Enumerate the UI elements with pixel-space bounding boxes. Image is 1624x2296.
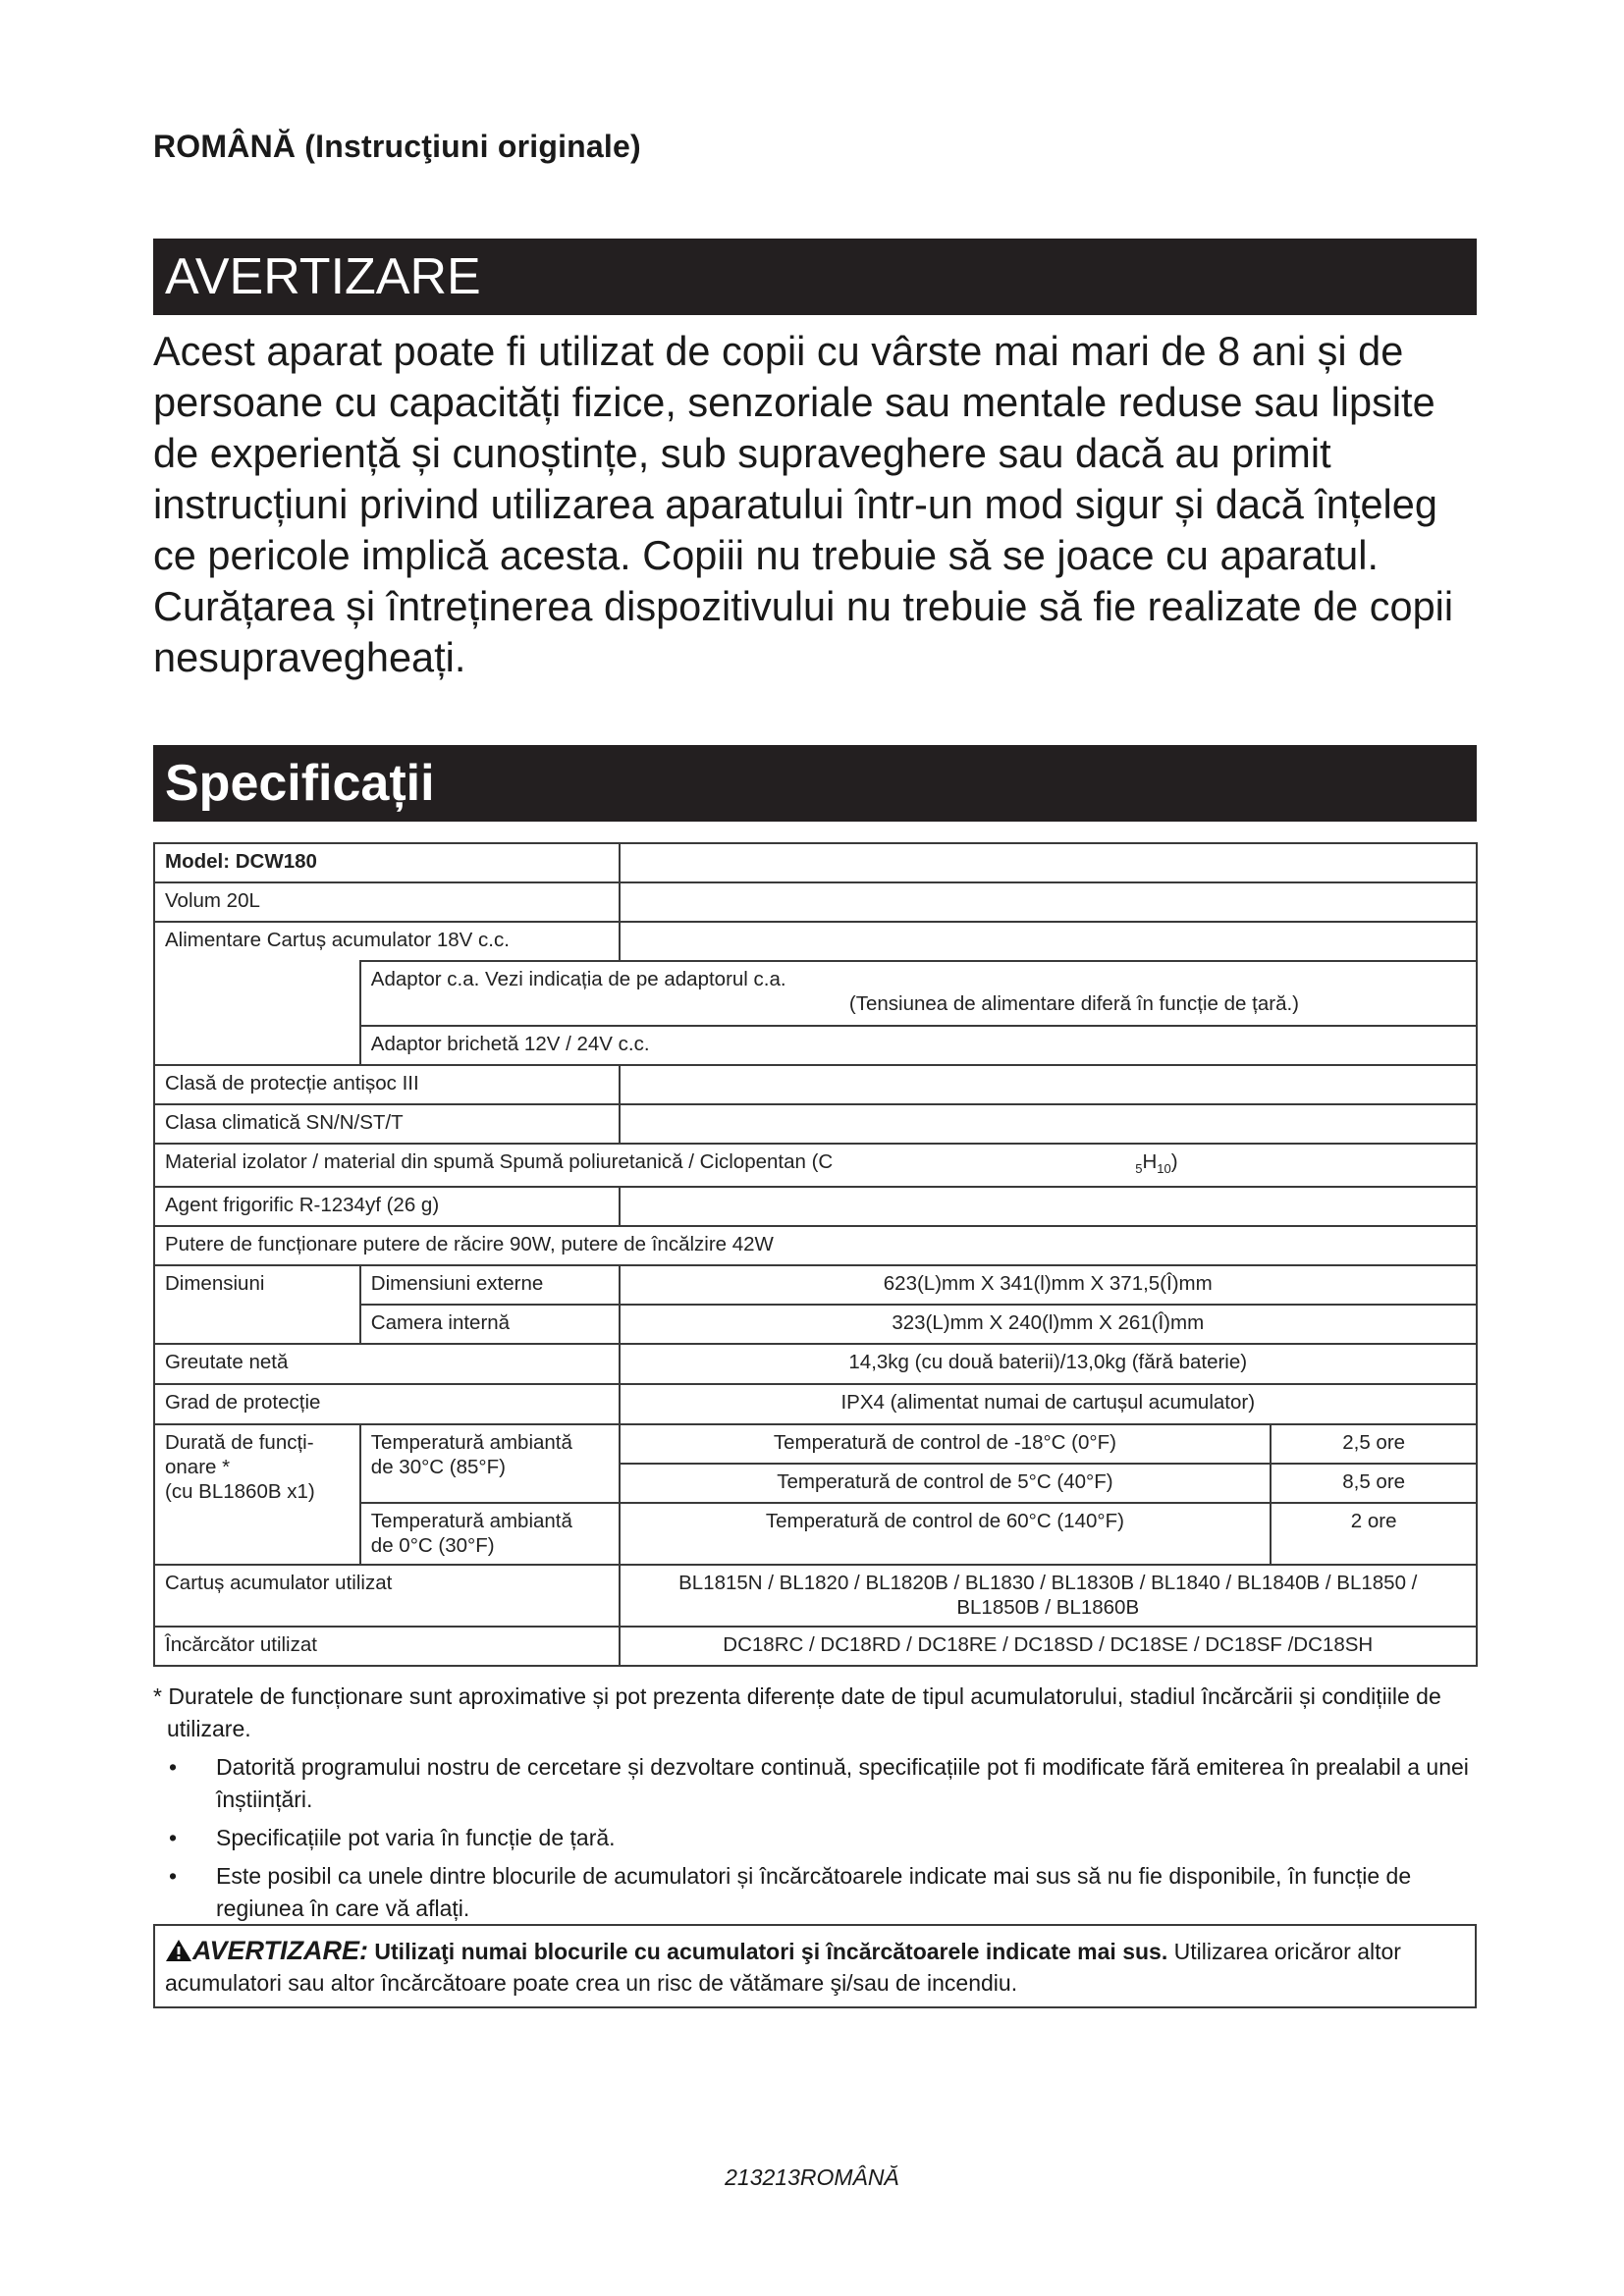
specification-notes: [153, 1681, 1479, 1931]
empty-cell: [620, 1187, 1478, 1226]
page-language-title: ROMÂNĂ (Instrucţiuni originale): [153, 129, 641, 164]
dim-external-value-cell: 623(L)mm X 341(l)mm X 371,5(Î)mm: [620, 1265, 1478, 1305]
bullet-icon: •: [169, 1754, 178, 1780]
empty-cell: [154, 961, 360, 1026]
charger-label-cell: Încărcător utilizat: [154, 1627, 620, 1666]
runtime-label-cell: [154, 1424, 360, 1565]
table-row: [154, 1344, 1477, 1384]
warning-section-title: AVERTIZARE: [153, 239, 1477, 315]
formula-close: ): [1170, 1150, 1178, 1173]
list-item: [153, 1860, 1479, 1925]
table-row: [154, 1265, 1477, 1305]
net-weight-label-cell: Greutate netă: [154, 1344, 620, 1384]
dim-internal-value-cell: 323(L)mm X 240(l)mm X 261(Î)mm: [620, 1305, 1478, 1344]
dim-external-label-cell: Dimensiuni externe: [360, 1265, 620, 1305]
table-row: [154, 843, 1477, 882]
list-item: [153, 1822, 1479, 1854]
shock-class-cell: Clasă de protecție antișoc III: [154, 1065, 620, 1104]
table-row: [154, 1144, 1477, 1187]
bullet-icon: •: [169, 1863, 178, 1889]
insulation-cell: [154, 1144, 1477, 1187]
warning-label: AVERTIZARE:: [192, 1936, 369, 1965]
empty-cell: [154, 1026, 360, 1065]
runtime-footnote: * Duratele de funcționare sunt aproximative și pot prezenta diferențe date de tipul acumulatorului, stadiul încărcării și condițiile de utilizare.: [153, 1683, 1441, 1741]
dim-internal-label-cell: Camera internă: [360, 1305, 620, 1344]
table-row: [154, 961, 1477, 1026]
empty-cell: [620, 843, 1478, 882]
formula-subscript: 5: [1135, 1161, 1143, 1177]
runtime-label-line: Durată de funcți-: [165, 1431, 314, 1455]
ac-adapter-text: Adaptor c.a. Vezi indicația de pe adaptorul c.a.: [370, 968, 786, 990]
note-text: Este posibil ca unele dintre blocurile de acumulatori și încărcătoarele indicate mai sus să nu fie disponibile, în funcție de regiunea în care vă aflați.: [216, 1863, 1412, 1921]
ambient-30-cell: [360, 1424, 620, 1503]
control-60-cell: Temperatură de control de 60°C (140°F): [620, 1503, 1272, 1565]
table-row: [154, 1104, 1477, 1144]
list-item: [153, 1751, 1479, 1816]
bullet-icon: •: [169, 1825, 178, 1850]
warning-triangle-icon: [165, 1939, 192, 1962]
warning-section-text: Acest aparat poate fi utilizat de copii cu vârste mai mari de 8 ani și de persoane cu capacități fizice, senzoriale sau mentale reduse sau lipsite de experiență și cunoștințe, sub supraveghere sau dacă au primit instrucțiuni privind utilizarea aparatului într-un mod sigur și dacă înțeleg ce pericole implică acesta. Copiii nu trebuie să se joace cu aparatul. Curățarea și întreținerea dispozitivului nu trebuie să fie realizate de copii nesupravegheați.: [153, 328, 1454, 680]
empty-cell: [620, 1104, 1478, 1144]
empty-cell: [620, 882, 1478, 922]
battery-used-line: BL1850B / BL1860B: [956, 1596, 1140, 1620]
battery-warning-box: [153, 1924, 1477, 2008]
note-text: Datorită programului nostru de cercetare și dezvoltare continuă, specificațiile pot fi modificate fără emiterea în prealabil a unei înștiințări.: [216, 1754, 1469, 1812]
power-supply-label: Alimentare: [165, 929, 261, 951]
control-minus18-cell: Temperatură de control de -18°C (0°F): [620, 1424, 1272, 1464]
empty-cell: [620, 1065, 1478, 1104]
warning-strong-text: Utilizaţi numai blocurile cu acumulatori şi încărcătoarele indicate mai sus.: [374, 1939, 1168, 1964]
car-adapter-cell: Adaptor brichetă 12V / 24V c.c.: [360, 1026, 1477, 1065]
battery-used-value-cell: [620, 1565, 1478, 1627]
table-row: [154, 922, 1477, 961]
table-row: [154, 1565, 1477, 1627]
ambient-0-line: de 0°C (30°F): [370, 1534, 495, 1558]
empty-cell: [620, 922, 1478, 961]
dimensions-label-cell: Dimensiuni: [154, 1265, 360, 1344]
operating-power-cell: Putere de funcționare putere de răcire 90W, putere de încălzire 42W: [154, 1226, 1477, 1265]
battery-used-label-cell: Cartuș acumulator utilizat: [154, 1565, 620, 1627]
protection-value-cell: IPX4 (alimentat numai de cartușul acumulator): [620, 1384, 1478, 1424]
specifications-section-title: Specificații: [153, 745, 1477, 822]
table-row: [154, 1384, 1477, 1424]
power-supply-battery-cell: [154, 922, 620, 961]
hours-60-cell: 2 ore: [1271, 1503, 1477, 1565]
runtime-label-line: onare *: [165, 1456, 231, 1479]
ac-adapter-note: (Tensiunea de alimentare diferă în funcție de țară.): [848, 992, 1299, 1015]
formula-subscript: 10: [1157, 1161, 1171, 1177]
table-row: [154, 1226, 1477, 1265]
table-row: [154, 1065, 1477, 1104]
refrigerant-cell: Agent frigorific R-1234yf (26 g): [154, 1187, 620, 1226]
runtime-label-line: (cu BL1860B x1): [165, 1480, 315, 1504]
formula-hydrogen: H: [1142, 1150, 1158, 1173]
table-row: [154, 1424, 1477, 1464]
note-text: Specificațiile pot varia în funcție de țară.: [216, 1825, 616, 1850]
warning-rest-text: Utilizarea oricăror altor acumulatori sau altor încărcătoare poate crea un risc de vătămare şi/sau de incendiu.: [165, 1939, 1401, 1996]
volume-cell: Volum 20L: [154, 882, 620, 922]
hours-minus18-cell: 2,5 ore: [1271, 1424, 1477, 1464]
insulation-text: Material izolator / material din spumă Spumă poliuretanică / Ciclopentan (C: [165, 1150, 834, 1173]
net-weight-value-cell: 14,3kg (cu două baterii)/13,0kg (fără baterie): [620, 1344, 1478, 1384]
ambient-30-line: de 30°C (85°F): [370, 1456, 506, 1479]
table-row: [154, 1627, 1477, 1666]
table-row: [154, 1026, 1477, 1065]
battery-used-line: BL1815N / BL1820 / BL1820B / BL1830 / BL1830B / BL1840 / BL1840B / BL1850 /: [678, 1572, 1418, 1595]
hours-5-cell: 8,5 ore: [1271, 1464, 1477, 1503]
control-5-cell: Temperatură de control de 5°C (40°F): [620, 1464, 1272, 1503]
ambient-0-cell: [360, 1503, 620, 1565]
ambient-30-line: Temperatură ambiantă: [370, 1431, 572, 1455]
protection-label-cell: Grad de protecție: [154, 1384, 620, 1424]
table-row: [154, 882, 1477, 922]
specifications-table: [153, 842, 1478, 1667]
charger-value-cell: DC18RC / DC18RD / DC18RE / DC18SD / DC18SE / DC18SF /DC18SH: [620, 1627, 1478, 1666]
model-cell: Model: DCW180: [154, 843, 620, 882]
battery-supply-label: Cartuș acumulator 18V c.c.: [266, 929, 510, 951]
ambient-0-line: Temperatură ambiantă: [370, 1510, 572, 1533]
table-row: [154, 1187, 1477, 1226]
page-footer: 213213ROMÂNĂ: [725, 2164, 899, 2190]
climate-class-cell: Clasa climatică SN/N/ST/T: [154, 1104, 620, 1144]
ac-adapter-cell: [360, 961, 1477, 1026]
